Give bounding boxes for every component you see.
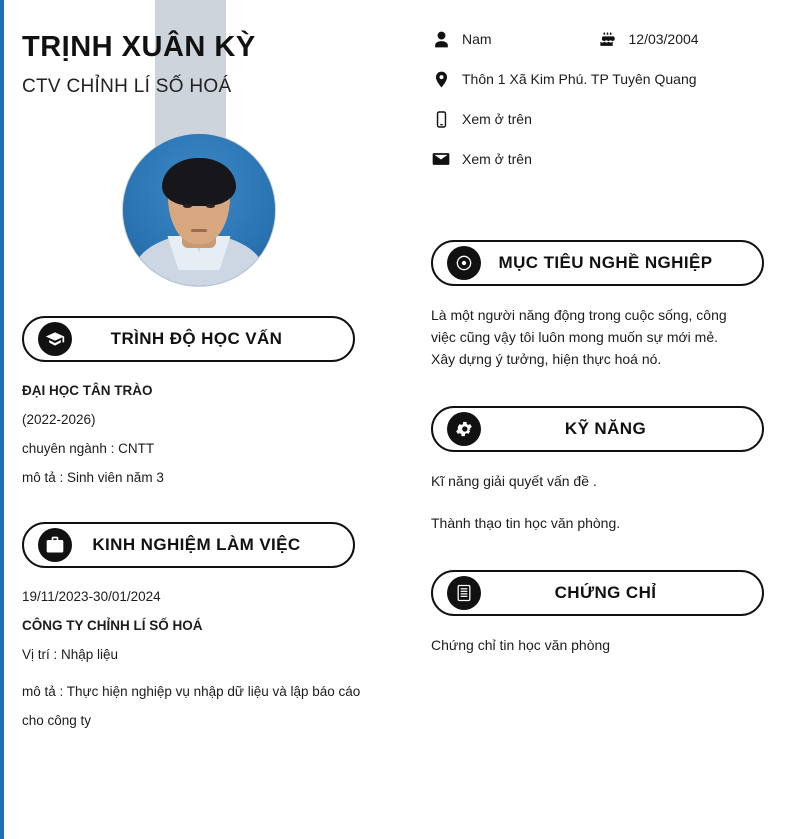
- contact-email: [431, 148, 764, 170]
- avatar: [123, 134, 275, 286]
- skill-item: Kĩ năng giải quyết vấn đề .: [431, 473, 597, 489]
- section-header-skills: [431, 406, 764, 452]
- section-title-skills: KỸ NĂNG: [564, 419, 647, 438]
- contact-address-text: Thôn 1 Xã Kim Phú. TP Tuyên Quang: [462, 71, 697, 87]
- section-title-education: TRÌNH ĐỘ HỌC VẤN: [110, 328, 283, 348]
- contact-email-text: Xem ở trên: [462, 151, 532, 167]
- contact-birthday-text: 12/03/2004: [628, 31, 699, 47]
- right-column: [415, 0, 800, 839]
- contact-phone: [431, 108, 764, 130]
- section-title-experience: KINH NGHIỆM LÀM VIỆC: [92, 534, 301, 554]
- experience-description: mô tả : Thực hiện nghiệp vụ nhập dữ liệu và lập báo cáo cho công ty: [22, 683, 361, 728]
- certificate-item: Chứng chỉ tin học văn phòng: [431, 637, 611, 653]
- education-line: mô tả : Sinh viên năm 3: [22, 469, 164, 485]
- page-title: TRỊNH XUÂN KỲ: [22, 31, 256, 63]
- experience-body: [22, 582, 415, 735]
- education-line: ĐẠI HỌC TÂN TRÀO: [22, 382, 153, 398]
- skill-item: Thành thạo tin học văn phòng.: [431, 515, 621, 531]
- education-body: [22, 376, 415, 492]
- section-header-experience: [22, 522, 355, 568]
- section-header-education: [22, 316, 355, 362]
- experience-line: 19/11/2023-30/01/2024: [22, 588, 161, 604]
- certificate-icon: [447, 576, 481, 610]
- cake-icon: [598, 28, 618, 50]
- education-line: chuyên ngành : CNTT: [22, 440, 155, 456]
- contact-birthday: [598, 28, 765, 50]
- objective-text: Là một người năng động trong cuộc sống, công việc cũng vậy tôi luôn mong muốn sự mới mẻ. Xây dựng ý tưởng, hiện thực hoá nó.: [431, 307, 727, 367]
- phone-icon: [431, 108, 451, 130]
- contact-phone-text: Xem ở trên: [462, 111, 532, 127]
- target-icon: [447, 246, 481, 280]
- page-subtitle: CTV CHỈNH LÍ SỐ HOÁ: [22, 75, 232, 97]
- section-title-certificates: CHỨNG CHỈ: [554, 583, 657, 602]
- contact-gender: [431, 28, 598, 50]
- education-line: (2022-2026): [22, 411, 96, 427]
- section-title-objective: MỤC TIÊU NGHỀ NGHIỆP: [498, 253, 713, 272]
- objective-body: [431, 304, 764, 370]
- mail-icon: [431, 148, 451, 170]
- experience-line: Vị trí : Nhập liệu: [22, 646, 119, 662]
- section-header-objective: [431, 240, 764, 286]
- certificates-body: [431, 634, 764, 656]
- accent-rule: [0, 0, 4, 839]
- section-header-certificates: [431, 570, 764, 616]
- briefcase-icon: [38, 528, 72, 562]
- contact-gender-text: Nam: [462, 31, 492, 47]
- skills-body: [431, 470, 764, 534]
- map-pin-icon: [431, 68, 451, 90]
- experience-line: CÔNG TY CHỈNH LÍ SỐ HOÁ: [22, 617, 203, 633]
- gear-icon: [447, 412, 481, 446]
- person-icon: [431, 28, 451, 50]
- contact-list: [431, 28, 764, 170]
- graduation-cap-icon: [38, 322, 72, 356]
- contact-address: [431, 68, 764, 90]
- avatar-wrapper: [22, 134, 415, 286]
